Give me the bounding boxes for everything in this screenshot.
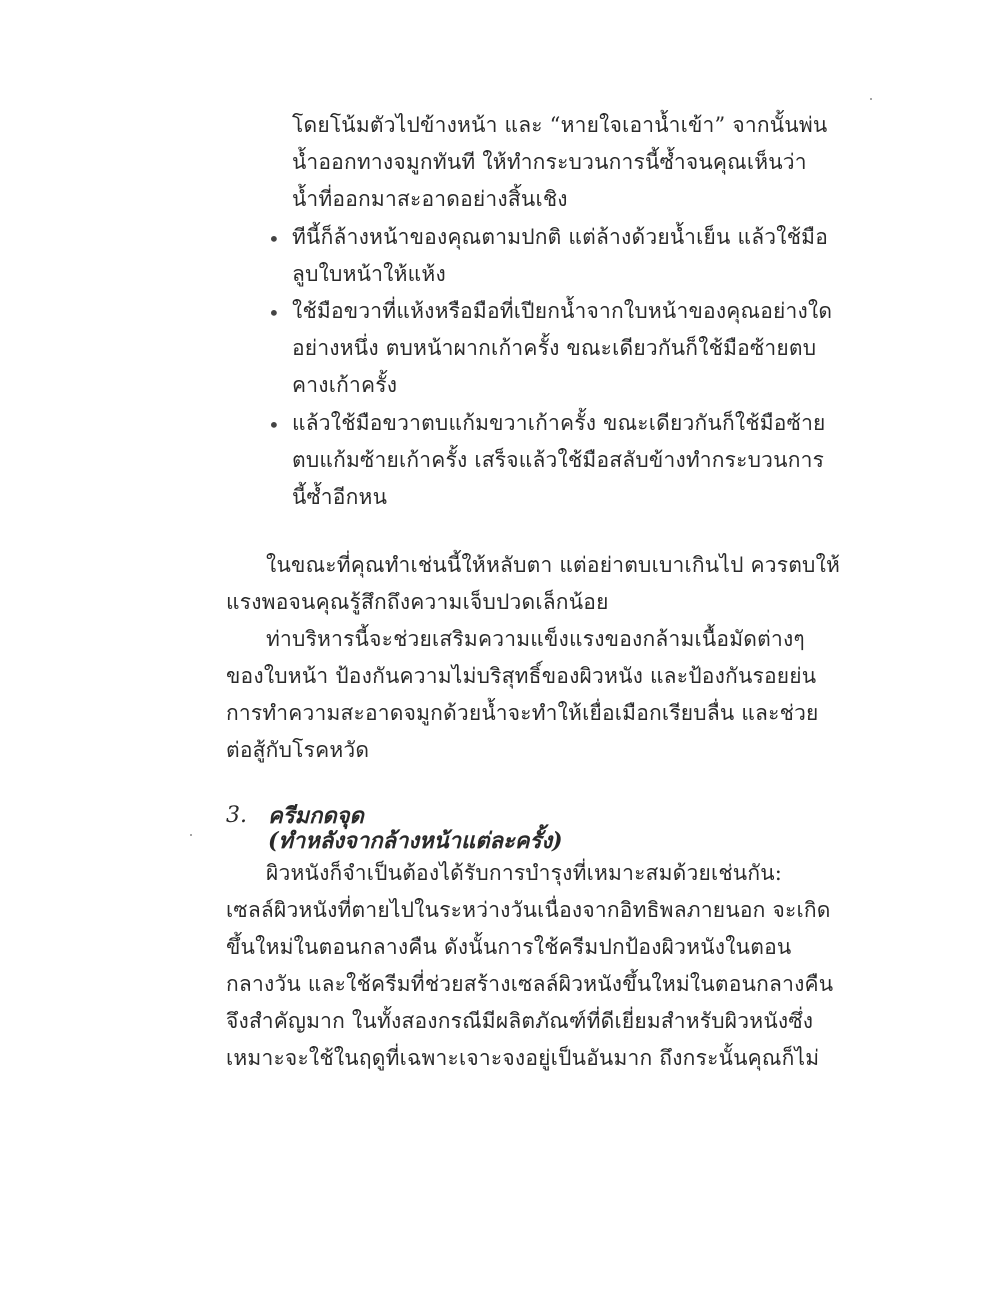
scan-speck [870,98,872,100]
section-body-line: กลางวัน และใช้ครีมที่ช่วยสร้างเซลล์ผิวหนังขึ้นใหม่ในตอนกลางคืน [226,972,834,996]
bullet-line: แล้วใช้มือขวาตบแก้มขวาเก้าครั้ง ขณะเดียวกันก็ใช้มือซ้าย [292,411,826,435]
paragraph-line: ในขณะที่คุณทำเช่นนี้ให้หลับตา แต่อย่าตบเบาเกินไป ควรตบให้ [266,553,841,577]
continuation-line: โดยโน้มตัวไปข้างหน้า และ “หายใจเอาน้ำเข้า” จากนั้นพ่น [292,113,828,137]
scan-speck [190,834,192,836]
paragraph-line: การทำความสะอาดจมูกด้วยน้ำจะทำให้เยื่อเมือกเรียบลื่น และช่วย [226,701,819,725]
bullet-line: ลูบใบหน้าให้แห้ง [292,262,446,286]
section-body-line: ผิวหนังก็จำเป็นต้องได้รับการบำรุงที่เหมาะสมด้วยเช่นกัน: [266,861,783,885]
bullet-line: คางเก้าครั้ง [292,373,398,397]
bullet-line: นี้ซ้ำอีกหน [292,485,388,509]
paragraph-line: ของใบหน้า ป้องกันความไม่บริสุทธิ์ของผิวหนัง และป้องกันรอยย่น [226,664,817,688]
section-title: ครีมกดจุด [268,803,364,829]
paragraph-line: ท่าบริหารนี้จะช่วยเสริมความแข็งแรงของกล้ามเนื้อมัดต่างๆ [266,627,805,651]
continuation-line: น้ำออกทางจมูกทันที ให้ทำกระบวนการนี้ซ้ำจนคุณเห็นว่า [292,150,807,174]
bullet-line: ใช้มือขวาที่แห้งหรือมือที่เปียกน้ำจากใบหน้าของคุณอย่างใด [292,299,833,323]
section-body-line: ขึ้นใหม่ในตอนกลางคืน ดังนั้นการใช้ครีมปกป้องผิวหนังในตอน [226,935,792,959]
continuation-line: น้ำที่ออกมาสะอาดอย่างสิ้นเชิง [292,187,568,211]
section-subtitle: (ทำหลังจากล้างหน้าแต่ละครั้ง) [268,828,563,854]
bullet-line: อย่างหนึ่ง ตบหน้าผากเก้าครั้ง ขณะเดียวกันก็ใช้มือซ้ายตบ [292,336,817,360]
section-body-line: เซลล์ผิวหนังที่ตายไปในระหว่างวันเนื่องจากอิทธิพลภายนอก จะเกิด [226,898,831,922]
bullet-marker: • [268,227,280,251]
bullet-line: ตบแก้มซ้ายเก้าครั้ง เสร็จแล้วใช้มือสลับข้างทำกระบวนการ [292,448,825,472]
paragraph-line: แรงพอจนคุณรู้สึกถึงความเจ็บปวดเล็กน้อย [226,590,609,614]
bullet-marker: • [268,301,280,325]
bullet-line: ทีนี้ก็ล้างหน้าของคุณตามปกติ แต่ล้างด้วยน้ำเย็น แล้วใช้มือ [292,225,829,249]
bullet-marker: • [268,413,280,437]
section-body-line: เหมาะจะใช้ในฤดูที่เฉพาะเจาะจงอยู่เป็นอันมาก ถึงกระนั้นคุณก็ไม่ [226,1046,820,1070]
section-number: 3. [226,803,247,828]
paragraph-line: ต่อสู้กับโรคหวัด [226,738,370,762]
section-body-line: จึงสำคัญมาก ในทั้งสองกรณีมีผลิตภัณฑ์ที่ดีเยี่ยมสำหรับผิวหนังซึ่ง [226,1009,814,1033]
